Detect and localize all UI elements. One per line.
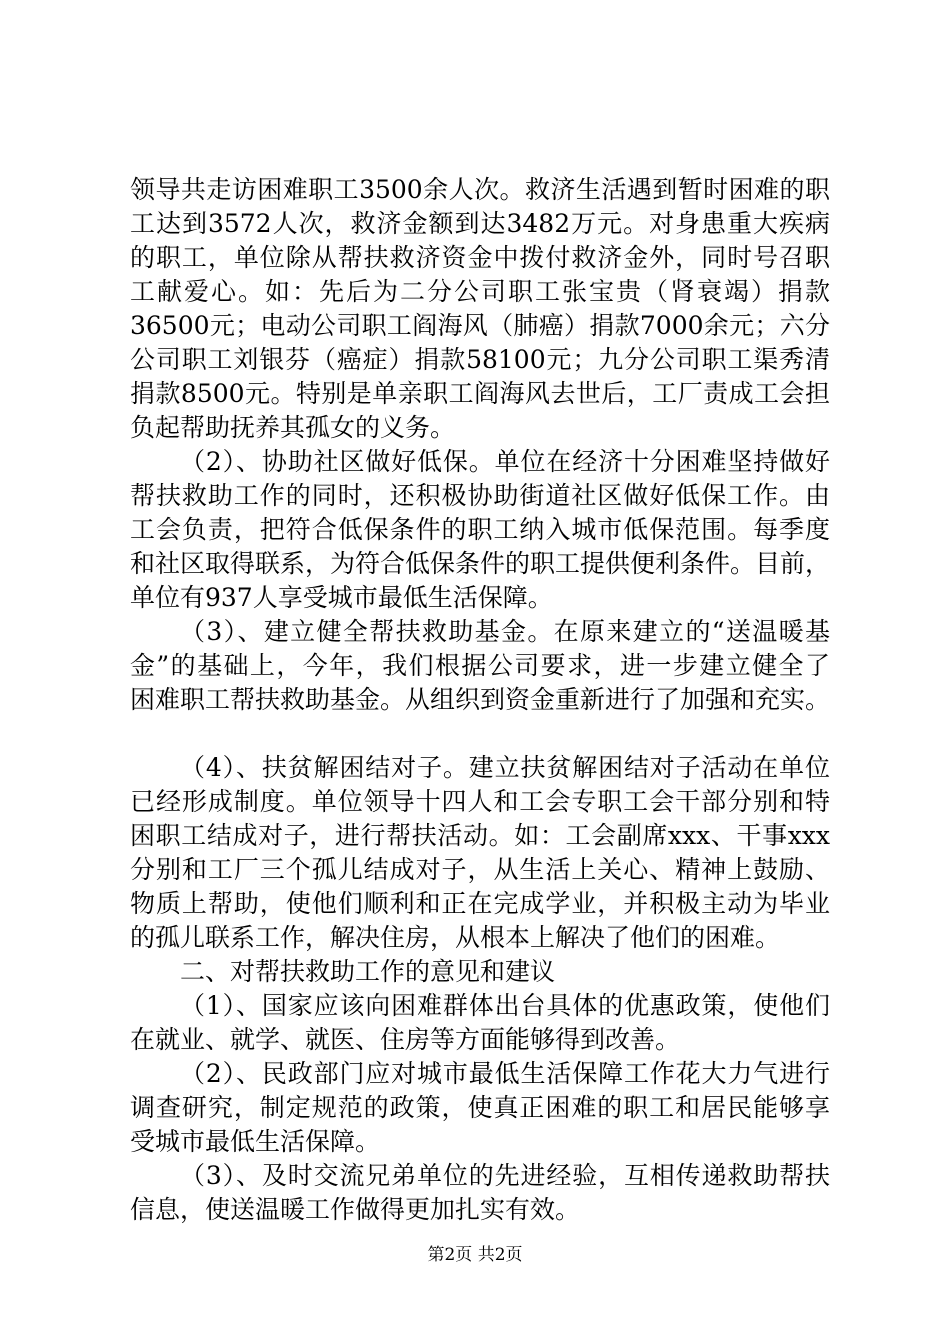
blank-line — [130, 717, 830, 751]
text-line: 的孤儿联系工作，解决住房，从根本上解决了他们的困难。 — [130, 923, 781, 952]
text-line: 信息，使送温暖工作做得更加扎实有效。 — [130, 1195, 581, 1224]
text-line: 已经形成制度。单位领导十四人和工会专职工会干部分别和特 — [130, 787, 830, 816]
text-line: 困难职工帮扶救助基金。从组织到资金重新进行了加强和充实。 — [130, 685, 831, 714]
text-line: 分别和工厂三个孤儿结成对子，从生活上关心、精神上鼓励、 — [130, 855, 830, 884]
text-line: 工会负责，把符合低保条件的职工纳入城市低保范围。每季度 — [130, 515, 830, 544]
text-line: （3）、及时交流兄弟单位的先进经验，互相传递救助帮扶 — [180, 1161, 830, 1190]
text-line: 负起帮助抚养其孤女的义务。 — [130, 413, 456, 442]
text-line: 领导共走访困难职工3500余人次。救济生活遇到暂时困难的职 — [130, 175, 830, 204]
text-line: 36500元；电动公司职工阎海风（肺癌）捐款7000余元；六分 — [130, 311, 830, 340]
text-line: 工达到3572人次，救济金额到达3482万元。对身患重大疾病 — [130, 209, 830, 238]
text-line: 捐款8500元。特别是单亲职工阎海风去世后，工厂责成工会担 — [130, 379, 830, 408]
text-line: 单位有937人享受城市最低生活保障。 — [130, 583, 553, 612]
text-line: 公司职工刘银芬（癌症）捐款58100元；九分公司职工渠秀清 — [130, 345, 830, 374]
page-footer: 第2页 共2页 — [427, 1245, 523, 1265]
document-body — [130, 173, 830, 1227]
text-line: 的职工，单位除从帮扶救济资金中拨付救济金外，同时号召职 — [130, 243, 830, 272]
text-line: （1）、国家应该向困难群体出台具体的优惠政策，使他们 — [180, 991, 830, 1020]
text-line: 困职工结成对子，进行帮扶活动。如：工会副席xxx、干事xxx — [130, 821, 830, 850]
section-heading: 二、对帮扶救助工作的意见和建议 — [180, 957, 556, 986]
text-line: 和社区取得联系，为符合低保条件的职工提供便利条件。目前， — [130, 549, 831, 578]
text-line: 金”的基础上，今年，我们根据公司要求，进一步建立健全了 — [130, 651, 830, 680]
text-line: （2）、民政部门应对城市最低生活保障工作花大力气进行 — [180, 1059, 830, 1088]
text-line: 调查研究，制定规范的政策，使真正困难的职工和居民能够享 — [130, 1093, 830, 1122]
text-line: （4）、扶贫解困结对子。建立扶贫解困结对子活动在单位 — [180, 753, 830, 782]
text-line: 受城市最低生活保障。 — [130, 1127, 381, 1156]
text-line: 帮扶救助工作的同时，还积极协助街道社区做好低保工作。由 — [130, 481, 830, 510]
text-line: 在就业、就学、就医、住房等方面能够得到改善。 — [130, 1025, 681, 1054]
text-line: （2）、协助社区做好低保。单位在经济十分困难坚持做好 — [180, 447, 830, 476]
text-line: （3）、建立健全帮扶救助基金。在原来建立的“送温暖基 — [180, 617, 830, 646]
text-line: 工献爱心。如：先后为二分公司职工张宝贵（肾衰竭）捐款 — [130, 277, 830, 306]
text-line: 物质上帮助，使他们顺利和正在完成学业，并积极主动为毕业 — [130, 889, 830, 918]
